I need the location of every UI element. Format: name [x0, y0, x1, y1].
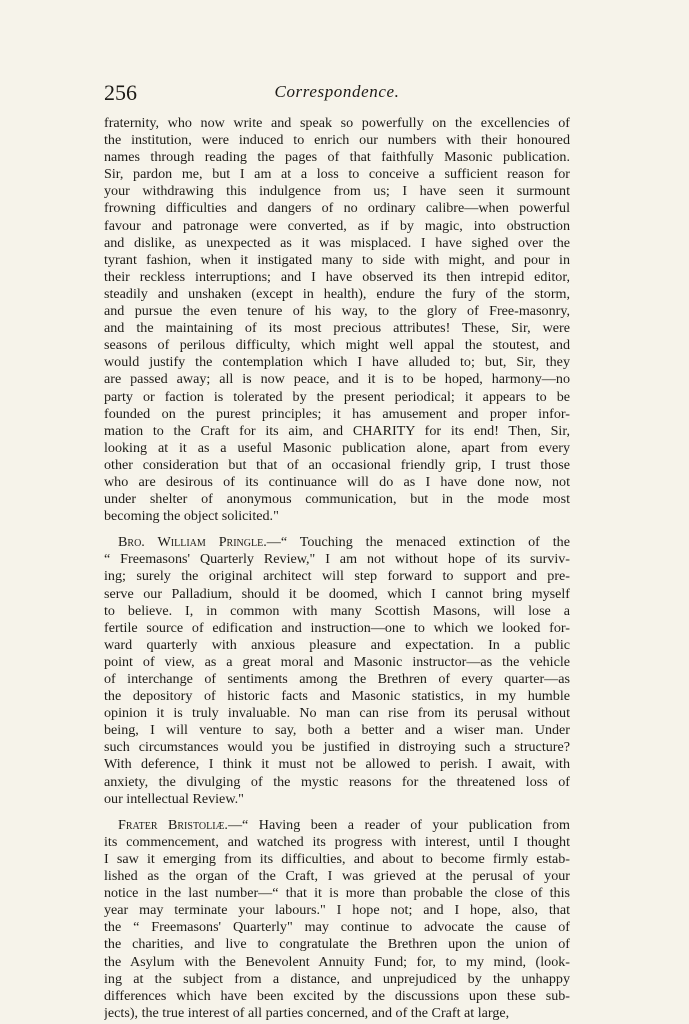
text-line: jects), the true interest of all parties concerned, and of the Craft at large,: [104, 1004, 510, 1021]
text-line: I saw it emerging from its difficulties, and about to become firmly estab-: [104, 850, 570, 867]
paragraph-2: [104, 534, 570, 808]
text-line: their reckless interruptions; and I have observed its then intrepid editor,: [104, 268, 570, 285]
text-line: its commencement, and watched its progress with interest, until I thought: [104, 833, 570, 850]
text-line: are passed away; all is now peace, and it is to be hoped, harmony—no: [104, 371, 570, 388]
text-line: opinion it is truly invaluable. No man can rise from its perusal without: [104, 705, 570, 722]
text-line: and pursue the even tenure of his way, to the glory of Free-masonry,: [104, 303, 570, 320]
text-line: notice in the last number—“ that it is more than probable the close of this: [104, 885, 570, 902]
text-line: and dislike, as unexpected as it was misplaced. I have sighed over the: [104, 234, 570, 251]
text-line: becoming the object solicited.": [104, 508, 279, 525]
text-line: who are desirous of its continuance will do as I have done now, not: [104, 473, 570, 490]
text-line: year may terminate your labours." I hope not; and I hope, also, that: [104, 902, 570, 919]
text-line: party or faction is tolerated by the present periodical; it appears to be: [104, 388, 570, 405]
text-line: such circumstances would you be justified in distroying such a structure?: [104, 739, 570, 756]
text-line: ward quarterly with anxious pleasure and expectation. In a public: [104, 636, 570, 653]
text-line: the “ Freemasons' Quarterly" may continue to advocate the cause of: [104, 919, 570, 936]
text-line: differences which have been excited by the discussions upon these sub-: [104, 987, 570, 1004]
text-line: serve our Palladium, should it be doomed, which I cannot bring myself: [104, 585, 570, 602]
text-line: steadily and unshaken (except in health), endure the fury of the storm,: [104, 285, 570, 302]
text-line: mation to the Craft for its aim, and CHARITY for its end! Then, Sir,: [104, 422, 570, 439]
text-line: fraternity, who now write and speak so powerfully on the excellencies of: [104, 115, 570, 131]
page-header: [104, 80, 570, 106]
page-number: 256: [104, 80, 137, 105]
text-line: names through reading the pages of that faithfully Masonic publication.: [104, 149, 570, 166]
text-line: the Asylum with the Benevolent Annuity Fund; for, to my mind, (look-: [104, 953, 570, 970]
text-line: your withdrawing this indulgence from us; I have seen it surmount: [104, 183, 570, 200]
text-line: tyrant fashion, when it instigated many to side with might, and pour in: [104, 251, 570, 268]
text-line: lished as the organ of the Craft, I was grieved at the perusal of your: [104, 868, 570, 885]
text-line: ing at the subject from a distance, and unprejudiced by the unhappy: [104, 970, 570, 987]
text-line: ing; surely the original architect will step forward to support and pre-: [104, 568, 570, 585]
text-line: fertile source of edification and instruction—one to which we looked for-: [104, 619, 570, 636]
text-line: under shelter of anonymous communication, but in the mode most: [104, 491, 570, 508]
text-line: “ Freemasons' Quarterly Review," I am not without hope of its surviv-: [104, 551, 570, 568]
text-line: Bro. William Pringle.—“ Touching the menaced extinction of the: [118, 534, 570, 551]
text-line: our intellectual Review.": [104, 790, 244, 807]
text-line: point of view, as a great moral and Masonic instructor—as the vehicle: [104, 653, 570, 670]
text-line: looking at it as a useful Masonic publication alone, apart from every: [104, 439, 570, 456]
paragraph-1: [104, 115, 570, 525]
text-line: the charities, and live to congratulate the Brethren upon the union of: [104, 936, 570, 953]
text-line: the depository of historic facts and Masonic statistics, in my humble: [104, 688, 570, 705]
text-line: the institution, were induced to enrich our numbers with their honoured: [104, 132, 570, 149]
body-text: [104, 115, 570, 1022]
text-line: other consideration but that of an occasional friendly grip, I trust those: [104, 456, 570, 473]
speaker-name: Frater Bristoliæ.: [118, 816, 228, 833]
text-line: founded on the purest principles; it has amusement and proper infor-: [104, 405, 570, 422]
text-line: Frater Bristoliæ.—“ Having been a reader of your publication from: [118, 816, 570, 833]
text-line: frowning difficulties and dangers of no ordinary calibre—when powerful: [104, 200, 570, 217]
text-line: seasons of perilous difficulty, which might well appal the stoutest, and: [104, 337, 570, 354]
text-line: Sir, pardon me, but I am at a loss to conceive a sufficient reason for: [104, 166, 570, 183]
text-line: and the maintaining of its most precious attributes! These, Sir, were: [104, 320, 570, 337]
paragraph-3: [104, 817, 570, 1022]
text-line: being, I will venture to say, both a better and a wiser man. Under: [104, 722, 570, 739]
text-line: of interchange of sentiments among the Brethren of every quarter—as: [104, 671, 570, 687]
text-line: to believe. I, in common with many Scottish Masons, will lose a: [104, 602, 570, 619]
speaker-name: Bro. William Pringle.: [118, 534, 267, 551]
text-line: would justify the contemplation which I have alluded to; but, Sir, they: [104, 354, 570, 371]
running-title: Correspondence.: [274, 82, 400, 101]
text-line: anxiety, the divulging of the mystic reasons for the threatened loss of: [104, 773, 570, 790]
text-line: With deference, I think it must not be allowed to perish. I await, with: [104, 756, 570, 773]
text-line: favour and patronage were converted, as if by magic, into obstruction: [104, 217, 570, 234]
